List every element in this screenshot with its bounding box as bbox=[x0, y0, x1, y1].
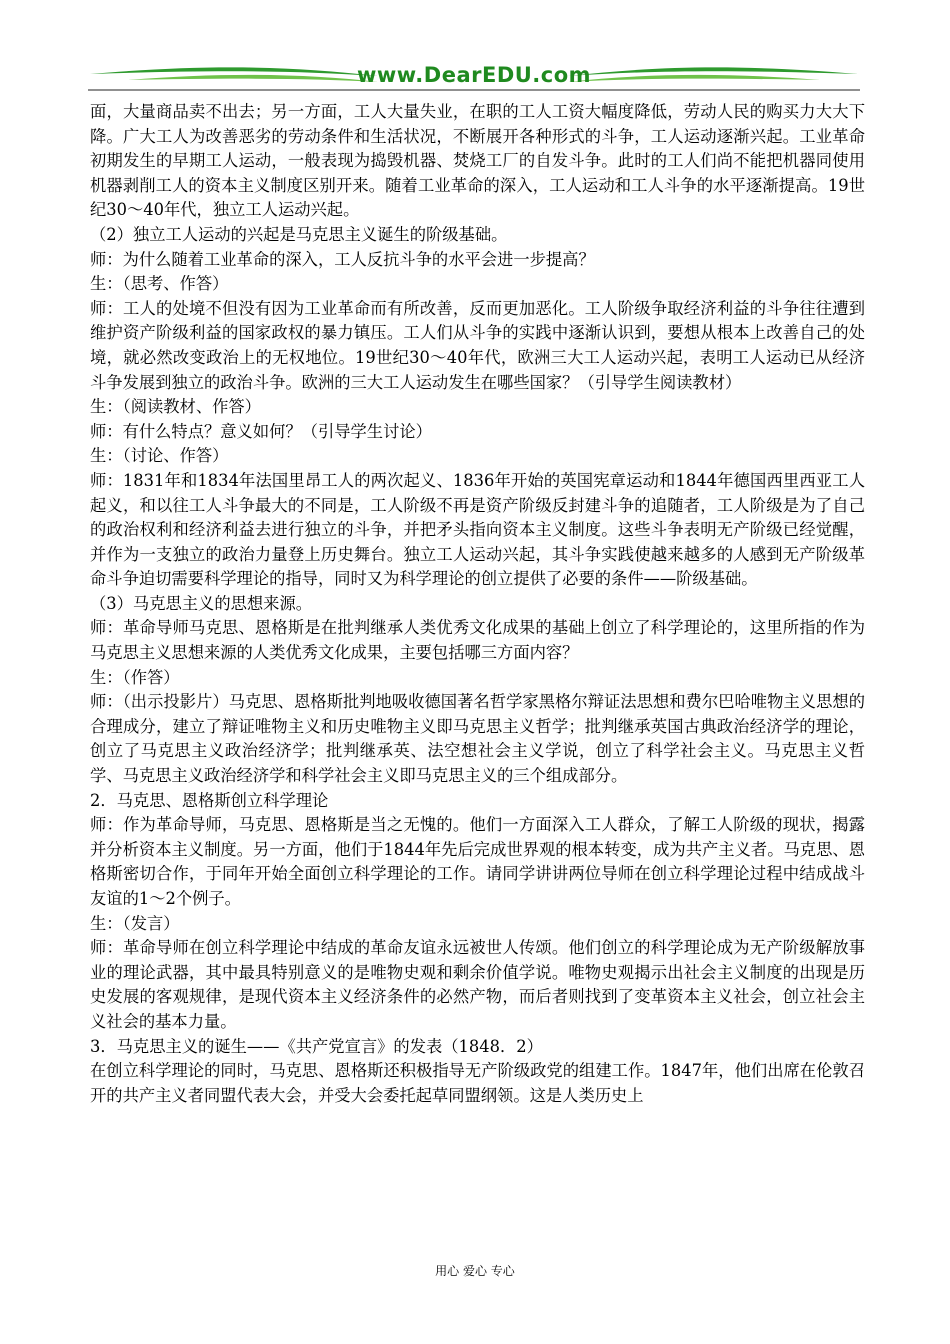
paragraph: 师：有什么特点？意义如何？（引导学生讨论） bbox=[90, 421, 432, 441]
paragraph: 师：为什么随着工业革命的深入，工人反抗斗争的水平会进一步提高？ bbox=[90, 249, 595, 269]
paragraph: 生：（讨论、作答） bbox=[90, 446, 229, 466]
page-header bbox=[88, 60, 860, 94]
paragraph: 师：革命导师马克思、恩格斯是在批判继承人类优秀文化成果的基础上创立了科学理论的，这里所指的作为马克思主义思想来源的人类优秀文化成果，主要包括哪三方面内容？ bbox=[90, 618, 865, 663]
paragraph: 生：（阅读教材、作答） bbox=[90, 397, 261, 417]
site-logo-text: www.DearEDU.com bbox=[356, 63, 592, 87]
paragraph: 师：革命导师在创立科学理论中结成的革命友谊永远被世人传颂。他们创立的科学理论成为无产阶级解放事业的理论武器，其中最具特别意义的是唯物史观和剩余价值学说。唯物史观揭示出社会主义制度的出现是历史发展的客观规律，是现代资本主义经济条件的必然产物，而后者则找到了变革资本主义社会，创立社会主义社会的基本力量。 bbox=[90, 938, 865, 1031]
paragraph: 生：（发言） bbox=[90, 913, 180, 933]
section-heading: 2．马克思、恩格斯创立科学理论 bbox=[90, 790, 329, 810]
paragraph: 师：（出示投影片）马克思、恩格斯批判地吸收德国著名哲学家黑格尔辩证法思想和费尔巴哈唯物主义思想的合理成分，建立了辩证唯物主义和历史唯物主义即马克思主义哲学；批判继承英国古典政治经济学的理论，创立了马克思主义政治经济学；批判继承英、法空想社会主义学说，创立了科学社会主义。马克思主义哲学、马克思主义政治经济学和科学社会主义即马克思主义的三个组成部分。 bbox=[90, 692, 865, 786]
paragraph: 师：工人的处境不但没有因为工业革命而有所改善，反而更加恶化。工人阶级争取经济利益的斗争往往遭到维护资产阶级利益的国家政权的暴力镇压。工人们从斗争的实践中逐渐认识到，要想从根本上改善自己的处境，就必然改变政治上的无权地位。19世纪30～40年代，欧洲三大工人运动兴起，表明工人运动已从经济斗争发展到独立的政治斗争。欧洲的三大工人运动发生在哪些国家？（引导学生阅读教材） bbox=[90, 298, 865, 392]
paragraph: 师：作为革命导师，马克思、恩格斯是当之无愧的。他们一方面深入工人群众，了解工人阶级的现状，揭露并分析资本主义制度。另一方面，他们于1844年先后完成世界观的根本转变，成为共产主义者。马克思、恩格斯密切合作，于同年开始全面创立科学理论的工作。请同学讲讲两位导师在创立科学理论过程中结成战斗友谊的1～2个例子。 bbox=[90, 815, 865, 908]
paragraph: 师：1831年和1834年法国里昂工人的两次起义、1836年开始的英国宪章运动和1844年德国西里西亚工人起义，和以往工人斗争最大的不同是，工人阶级不再是资产阶级反封建斗争的追随者，工人阶级是为了自己的政治权利和经济利益去进行独立的斗争，并把矛头指向资本主义制度。这些斗争表明无产阶级已经觉醒，并作为一支独立的政治力量登上历史舞台。独立工人运动兴起，其斗争实践使越来越多的人感到无产阶级革命斗争迫切需要科学理论的指导，同时又为科学理论的创立提供了必要的条件——阶级基础。 bbox=[90, 470, 865, 589]
paragraph: 生：（思考、作答） bbox=[90, 274, 229, 294]
paragraph: 在创立科学理论的同时，马克思、恩格斯还积极指导无产阶级政党的组建工作。1847年，他们出席在伦敦召开的共产主义者同盟代表大会，并受大会委托起草同盟纲领。这是人类历史上 bbox=[90, 1061, 865, 1105]
section-heading: （3）马克思主义的思想来源。 bbox=[90, 593, 313, 613]
page-footer: 用心 爱心 专心 bbox=[435, 1264, 515, 1278]
section-heading: 3．马克思主义的诞生——《共产党宣言》的发表（1848．2） bbox=[90, 1036, 543, 1056]
paragraph: 面，大量商品卖不出去；另一方面，工人大量失业，在职的工人工资大幅度降低，劳动人民的购买力大大下降。广大工人为改善恶劣的劳动条件和生活状况，不断展开各种形式的斗争，工人运动逐渐兴起。工业革命初期发生的早期工人运动，一般表现为捣毁机器、焚烧工厂的自发斗争。此时的工人们尚不能把机器同使用机器剥削工人的资本主义制度区别开来。随着工业革命的深入，工人运动和工人斗争的水平逐渐提高。19世纪30～40年代，独立工人运动兴起。 bbox=[90, 102, 865, 220]
document-body bbox=[90, 100, 865, 1108]
section-heading: （2）独立工人运动的兴起是马克思主义诞生的阶级基础。 bbox=[90, 224, 508, 244]
paragraph: 生：（作答） bbox=[90, 667, 180, 687]
